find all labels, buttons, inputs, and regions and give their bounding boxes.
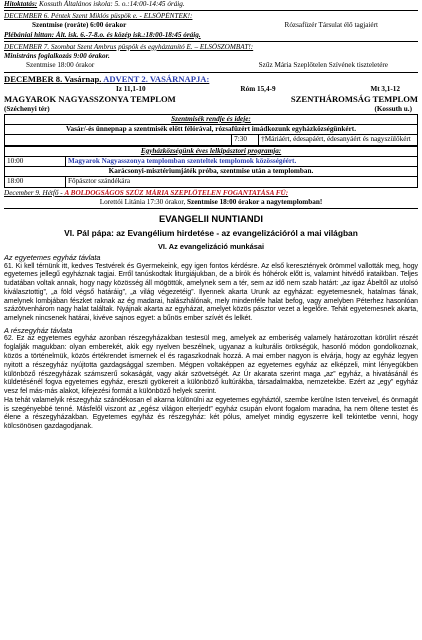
article-subheading-1: Az egyetemes egyház távlata — [4, 253, 101, 263]
schedule-note: Vasár/-és ünnepnap a szentmisék előtt félórával, rózsafüzért imádkozunk egyházközségünkért. — [5, 125, 418, 135]
article-title: EVANGELII NUNTIANDI — [159, 212, 263, 224]
reading-2: Róm 15,4-9 — [240, 84, 276, 93]
dec7-mass-row — [4, 61, 418, 70]
church-right: SZENTHÁROMSÁG TEMPLOM — [290, 93, 418, 104]
program-heading: Egyházközségünk éves lelkipásztori programja: — [5, 146, 418, 156]
divider — [4, 208, 418, 209]
church-left-sub: (Széchenyi tér) — [4, 104, 50, 113]
bulletin-page — [4, 0, 418, 432]
dec9-title-black: December 9. Hétfő - — [4, 188, 63, 197]
schedule-intention: †Máriáért, édesapáért, édesanyáért és nagyszülőkért — [259, 135, 418, 145]
program-time-1: 10:00 — [5, 156, 66, 166]
dec9-mass: Szentmise 18:00 órakor a nagytemplomban! — [187, 197, 323, 206]
dec6-mass-row — [4, 21, 418, 30]
dec9-line — [4, 198, 418, 207]
dec7-mass-right: Szűz Mária Szeplőtelen Szívének tiszteletére — [258, 61, 388, 70]
church-left: MAGYAROK NAGYASSZONYA TEMPLOM — [4, 93, 176, 104]
dec9-litania: Lorettói Litánia 17:30 órakor, — [99, 197, 186, 206]
dec8-title-black: DECEMBER 8. Vasárnap. — [4, 73, 102, 84]
reading-1: Iz 11,1-10 — [116, 84, 146, 93]
article-subtitle: VI. Pál pápa: az Evangélium hirdetése - az evangelizációról a mai világban — [64, 227, 358, 238]
program-text-2: Főpásztor szándékára — [66, 177, 418, 187]
dec8-readings — [4, 85, 418, 94]
schedule-time: 7:30 — [232, 135, 259, 145]
church-right-sub: (Kossuth u.) — [374, 104, 412, 113]
dec8-title-blue: ADVENT 2. VASÁRNAPJA: — [103, 73, 210, 84]
dec9-title-red: A BOLDOGSÁGOS SZŰZ MÁRIA SZEPLŐTELEN FOGANTATÁSA FŰ: — [64, 188, 289, 197]
article-paragraph-2: 62. Ez az egyetemes egyház azonban részegyházakban testesül meg, amelyek az emberiség valamely határozottan körülírt részét foglalják magukban: olyan emberekét, akik egy nyelven beszélnek, ugyanaz a kulturális örökségük, hasonló módon gondolkoznak, közös a történelmük, közös értékrendet ismernek el és ragaszkodnak hozzá. A mai ember nagyon is elvárja, hogy az egyház legyen nyitott a részegyház nyújtotta gazdagsággal szemben. Mégpen voltaképpen az egyetemes egyház az elképzeli, mint lényegükben különböző részegyházak számszerű sokaságát, vagy akár szövetségét. Az Úr akarata szerint maga „az” egyház, a hivatásánál és küldetésénél fogva egyetemes egyház, ereszti gyökereit a különböző kultúrákba, társadalmakba, nemzetekbe. Ezért az „egy” egyház vesz fel más-más alakot, kifejezési formát a különböző helyek szerint. Ha tehát valamelyik részegyház szándékosan el akarna különülni az egyetemes egyháztól, szembe kerülne Isten terveivel, és önmagát is szegényebbé tenné. Másfelől viszont az „egész világon elterjedt” egyház csupán elvont fogalom maradna, ha nem öltene testet és élene a részegyházakban. Egyetemes egyház és részegyház: két pólus, amelyet mindig egyszerre kell tekintetbe venni, hogy kölcsönösen gazdagodjanak. — [4, 335, 418, 431]
schedule-heading: Szentmisék rendje és ideje: — [5, 114, 418, 124]
article-paragraph-1: 61. Ki kell térnünk itt, kedves Testvérek és Gyermekeink, egy igen fontos kérdésre. Az első keresztények örömmel vallották meg, hogy egyetemes jellegű egyháznak tagjai. Erről tanúskodtak liturgiájukban, de a bírók és hóhérok előtt is, valamint hitvédő irataikban. Teljes tudatában voltak annak, hogy nagy közösség áll mögöttük, amelynek sem a tér, sem az idő nem szab határt: „az igaz Ábeltől az utolsó kiválasztottig”, „a föld végső határáig”, „a világ végezetéig”. Ilyennek akarta Urunk az egyházat: egyetemesnek, hatalmas fának, amelynek lombjában fészket raknak az ég madarai, halászhálónak, mely mindenféle halat befog, vagy amelyben Péterhez hasonlóan százötvenhárom nagy halat találtak. Nyájnak akarta az egyházat, amelyet közös pásztor vezet a legelőre. Tehát egyetemesnek akarta, amelynek nincsenek határai, kivéve sajnos egyet: a bűnös ember szívét és lelkét. — [4, 262, 418, 323]
dec8-churches — [4, 94, 418, 105]
program-karacsony: Karácsonyi-misztériumjáték próba, szentmise után a templomban. — [5, 167, 418, 177]
divider — [4, 10, 418, 11]
dec7-title: DECEMBER 7. Szombat Szent Ambrus püspök és egyháztanító E. – ELSŐSZOMBAT!: — [4, 42, 254, 51]
article-section: VI. Az evangelizáció munkásai — [157, 241, 265, 251]
dec6-mass-right: Rózsafüzér Társulat élő tagjaiért — [284, 21, 378, 30]
divider — [4, 41, 418, 42]
hittanitas-text: Kossuth Általános iskola: 5. o.:14:00-14:45 óráig. — [38, 0, 185, 8]
dec9-title — [4, 189, 418, 198]
hittanitas-label: Hitoktatás: — [4, 0, 38, 8]
dec8-title — [4, 74, 418, 85]
hittanitas-line — [4, 0, 418, 9]
dec7-ministrans: Ministráns foglalkozás 9:00 órakor. — [4, 52, 110, 61]
dec6-hittan — [4, 31, 418, 40]
dec6-mass-left: Szentmise (roráte) 6:00 órakor — [32, 21, 127, 30]
schedule-table — [4, 114, 418, 146]
dec8-church-subs — [4, 105, 418, 114]
reading-3: Mt 3,1-12 — [370, 84, 400, 93]
dec6-title: DECEMBER 6. Péntek Szent Miklós püspök e. - ELSŐPÉNTEK!: — [4, 12, 193, 21]
program-table — [4, 146, 418, 188]
dec7-mass-left: Szentmise 18:00 órakor — [26, 61, 95, 70]
program-time-2: 18:00 — [5, 177, 66, 187]
dec6-hittan-text: Plébániai hittan: Ált. isk. 6.-7-8.o. és közép isk.:18:00-18:45 óráig. — [4, 30, 201, 39]
divider — [4, 72, 418, 73]
schedule-empty-cell — [5, 135, 232, 145]
program-text-1: Magyarok Nagyasszonya templomban szenteltek templomok közösségéért. — [66, 156, 418, 166]
article-subheading-2: A részegyház távlata — [4, 326, 73, 336]
